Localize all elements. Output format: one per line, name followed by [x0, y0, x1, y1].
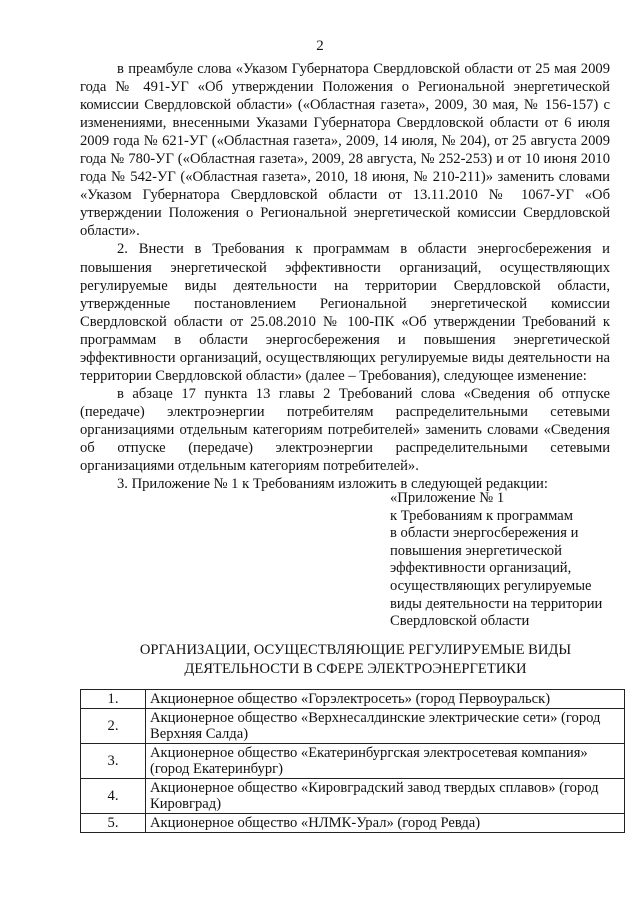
paragraph-item-2: 2. Внести в Требования к программам в области энергосбережения и повышения энергетической эффективности организаций, осуществляющих регулируемые виды деятельности на территории Свердловской области, утвержденные постановлением Региональной энергетической комиссии Свердловской области от 25.08.2010 № 100-ПК «Об утверждении Требований к программам в области энергосбережения и повышения энергетической эффективности организаций, осуществляющих регулируемые виды деятельности на территории Свердловской области» (далее – Требования), следующее изменение:	[80, 241, 610, 384]
appendix-note: «Приложение № 1 к Требованиям к программам в области энергосбережения и повышения энергетической эффективности организаций, осуществляющих регулируемые виды деятельности на территории Свердловской области	[390, 490, 603, 630]
row-number: 2.	[81, 709, 146, 744]
organization-name: Акционерное общество «Кировградский завод твердых сплавов» (город Кировград)	[146, 779, 625, 814]
row-number: 3.	[81, 744, 146, 779]
page-number: 2	[316, 38, 324, 54]
table-row	[81, 709, 625, 744]
body-text	[80, 60, 610, 493]
organizations-table	[80, 689, 625, 833]
table-row	[81, 744, 625, 779]
organization-name: Акционерное общество «НЛМК-Урал» (город Ревда)	[146, 814, 625, 833]
organization-name: Акционерное общество «Екатеринбургская электросетевая компания» (город Екатеринбург)	[146, 744, 625, 779]
paragraph-preamble: в преамбуле слова «Указом Губернатора Свердловской области от 25 мая 2009 года № 491-УГ «Об утверждении Положения о Региональной энергетической комиссии Свердловской области» («Областная газета», 2009, 30 мая, № 156-157) с изменениями, внесенными Указами Губернатора Свердловской области от 6 июля 2009 года № 621-УГ («Областная газета», 2009, 14 июля, № 204), от 25 августа 2009 года № 780-УГ («Областная газета», 2009, 28 августа, № 252-253) и от 10 июня 2010 года № 542-УГ («Областная газета», 2010, 18 июня, № 210-211)» заменить словами «Указом Губернатора Свердловской области от 13.11.2010 № 1067-УГ «Об утверждении Положения о Региональной энергетической комиссии Свердловской области».	[80, 61, 610, 240]
paragraph-item-3: 3. Приложение № 1 к Требованиям изложить в следующей редакции:	[117, 476, 548, 493]
organization-name: Акционерное общество «Горэлектросеть» (город Первоуральск)	[146, 690, 625, 709]
row-number: 1.	[81, 690, 146, 709]
row-number: 5.	[81, 814, 146, 833]
table-row	[81, 690, 625, 709]
organization-name: Акционерное общество «Верхнесалдинские электрические сети» (город Верхняя Салда)	[146, 709, 625, 744]
table-row	[81, 814, 625, 833]
row-number: 4.	[81, 779, 146, 814]
appendix-title: ОРГАНИЗАЦИИ, ОСУЩЕСТВЛЯЮЩИЕ РЕГУЛИРУЕМЫЕ ВИДЫ ДЕЯТЕЛЬНОСТИ В СФЕРЕ ЭЛЕКТРОЭНЕРГЕТИКИ	[139, 642, 572, 677]
table-row	[81, 779, 625, 814]
paragraph-amendment: в абзаце 17 пункта 13 главы 2 Требований слова «Сведения об отпуске (передаче) электроэнергии потребителям распределительными сетевыми организациями отдельным категориям потребителей» заменить словами «Сведения об отпуске (передаче) электроэнергии распределительными сетевыми организациями отдельным категориям потребителей».	[80, 385, 610, 475]
